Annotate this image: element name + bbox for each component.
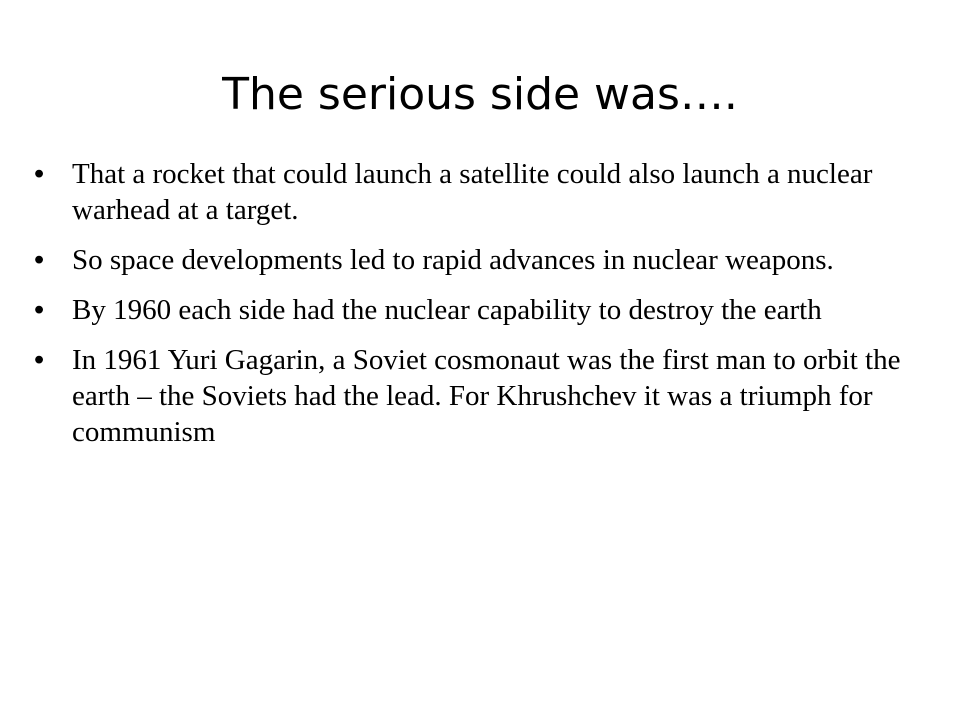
bullet-text: That a rocket that could launch a satellite could also launch a nuclear warhead at a target. (72, 158, 873, 226)
bullet-text: In 1961 Yuri Gagarin, a Soviet cosmonaut was the first man to orbit the earth – the Soviets had the lead. For Khrushchev it was a triumph for communism (72, 344, 901, 448)
bullet-icon: • (34, 244, 45, 276)
bullet-icon: • (34, 158, 45, 190)
bullet-list (34, 156, 914, 464)
bullet-item (34, 242, 914, 278)
bullet-text: By 1960 each side had the nuclear capability to destroy the earth (72, 294, 822, 326)
bullet-icon: • (34, 294, 45, 326)
bullet-item (34, 292, 914, 328)
bullet-text: So space developments led to rapid advances in nuclear weapons. (72, 244, 834, 276)
bullet-item (34, 156, 914, 228)
bullet-icon: • (34, 344, 45, 376)
bullet-item (34, 342, 914, 450)
slide-title: The serious side was…. (222, 69, 738, 120)
